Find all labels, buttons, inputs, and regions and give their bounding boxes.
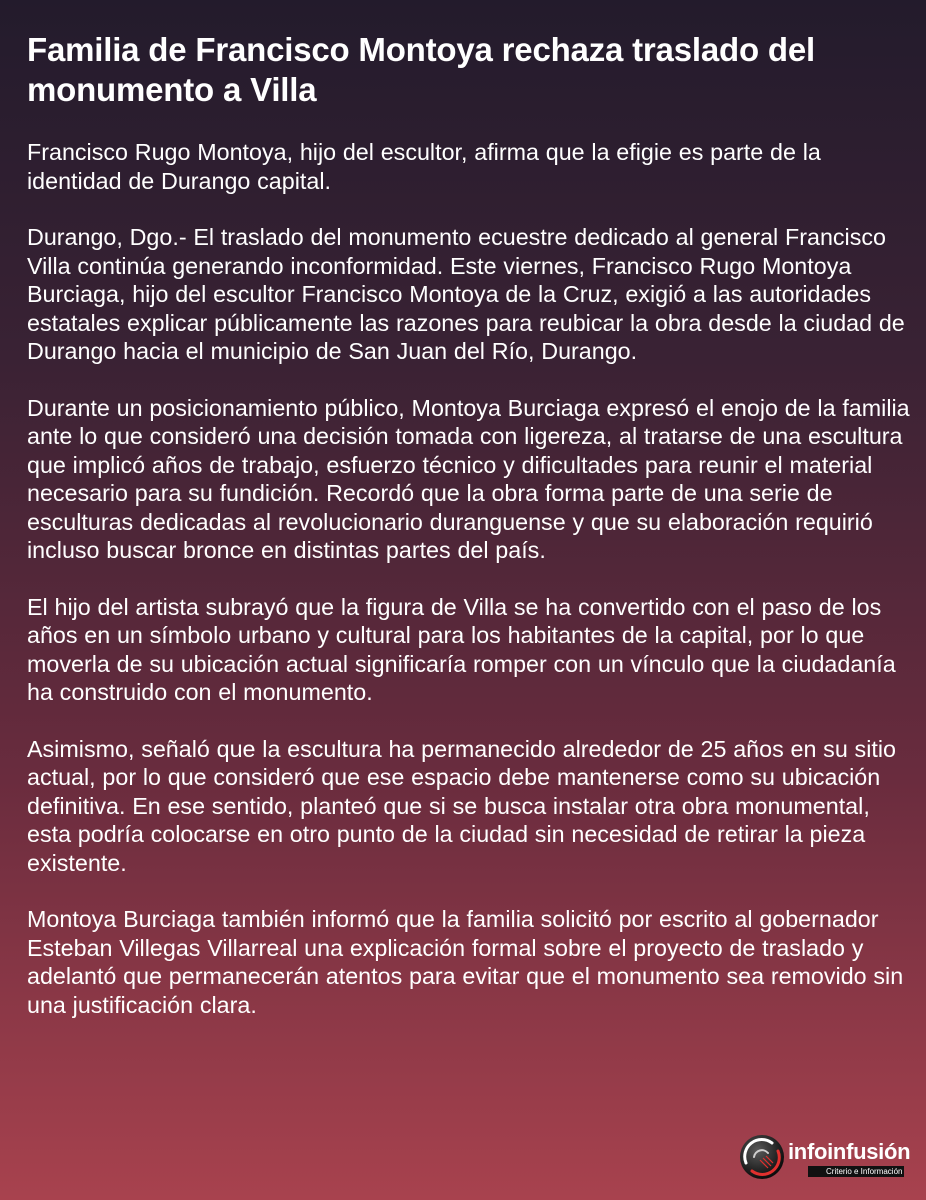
- brand-tagline-bar: [808, 1166, 904, 1177]
- brand-logo: [738, 1133, 911, 1181]
- article: [27, 30, 912, 1047]
- article-paragraph: Durango, Dgo.- El traslado del monumento ecuestre dedicado al general Francisco Villa continúa generando inconformidad. Este viernes, Francisco Rugo Montoya Burciaga, hijo del escultor Francisco Montoya de la Cruz, exigió a las autoridades estatales explicar públicamente las razones para reubicar la obra desde la ciudad de Durango hacia el municipio de San Juan del Río, Durango.: [27, 224, 905, 364]
- article-paragraph: El hijo del artista subrayó que la figura de Villa se ha convertido con el paso de los años en un símbolo urbano y cultural para los habitantes de la capital, por lo que moverla de su ubicación actual significaría romper con un vínculo que la ciudadanía ha construido con el monumento.: [27, 593, 896, 705]
- article-paragraph: Asimismo, señaló que la escultura ha permanecido alrededor de 25 años en su sitio actual, por lo que consideró que ese espacio debe mantenerse como su ubicación definitiva. En ese sentido, planteó que si se busca instalar otra obra monumental, esta podría colocarse en otro punto de la ciudad sin necesidad de retirar la pieza existente.: [27, 735, 896, 876]
- article-lead: Francisco Rugo Montoya, hijo del escultor, afirma que la efigie es parte de la identidad de Durango capital.: [27, 139, 821, 194]
- circular-swirl-logo-icon: [738, 1133, 786, 1181]
- brand-tagline: Criterio e Información: [826, 1167, 903, 1176]
- article-paragraph: Montoya Burciaga también informó que la familia solicitó por escrito al gobernador Esteban Villegas Villarreal una explicación formal sobre el proyecto de traslado y adelantó que permanecerán atentos para evitar que el monumento sea removido sin una justificación clara.: [27, 906, 904, 1018]
- brand-name: infoinfusión: [788, 1139, 911, 1164]
- article-headline: Familia de Francisco Montoya rechaza traslado del monumento a Villa: [27, 31, 815, 108]
- article-paragraph: Durante un posicionamiento público, Montoya Burciaga expresó el enojo de la familia ante lo que consideró una decisión tomada con ligereza, al tratarse de una escultura que implicó años de trabajo, esfuerzo técnico y dificultades para reunir el material necesario para su fundición. Recordó que la obra forma parte de una serie de esculturas dedicadas al revolucionario duranguense y que su elaboración requirió incluso buscar bronce en distintas partes del país.: [27, 394, 910, 563]
